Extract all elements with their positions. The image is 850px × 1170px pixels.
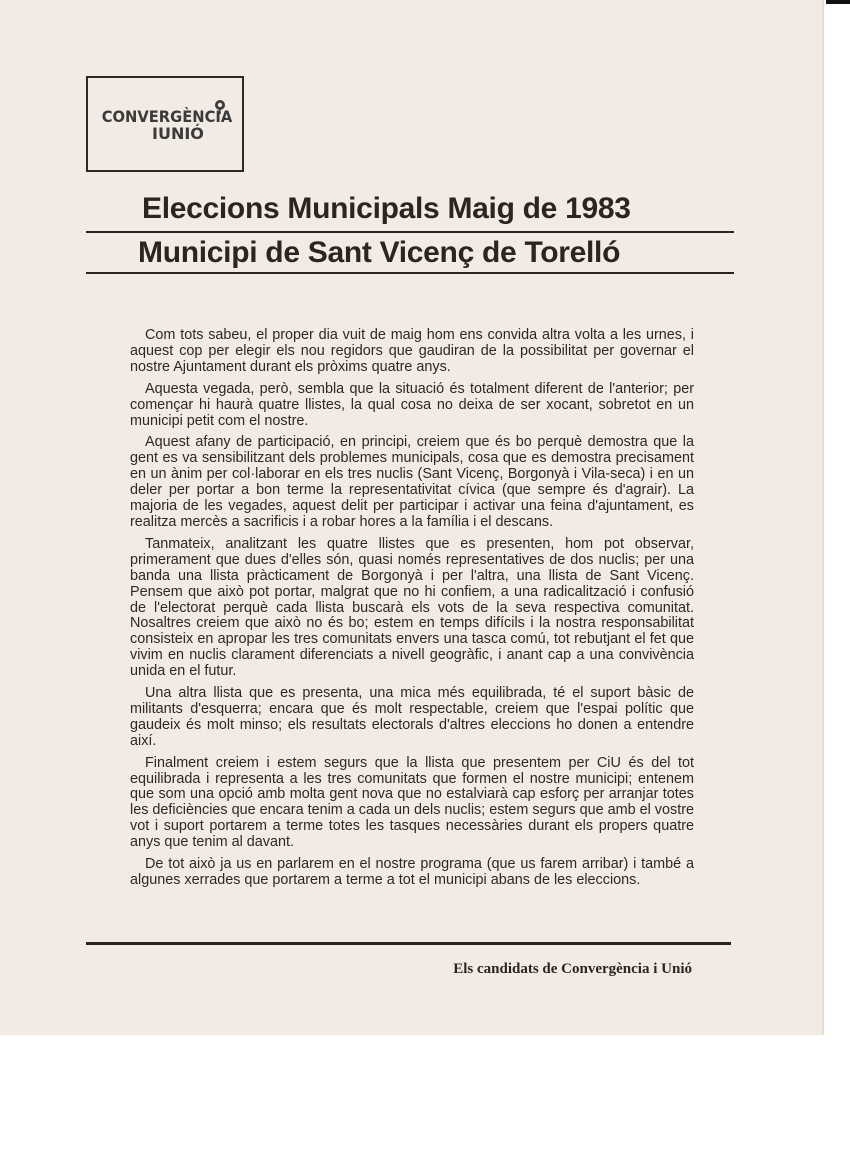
paragraph: Com tots sabeu, el proper dia vuit de maig hom ens convida altra volta a les urnes, i aquest cop per elegir els nou regidors que gaudiran de la possibilitat per governar el nostre Ajuntament durant els pròxims quatre anys. bbox=[130, 327, 694, 375]
paragraph: Una altra llista que es presenta, una mica més equilibrada, té el suport bàsic de militants d'esquerra; encara que és molt respectable, creiem que l'espai polític que gaudeix és molt minso; els resultats electorals d'altres eleccions ho donen a entendre així. bbox=[130, 685, 694, 749]
paragraph: Tanmateix, analitzant les quatre llistes que es presenten, hom pot observar, primerament que dues d'elles són, quasi només representatives de dos nuclis; per una banda una llista pràcticament de Borgonyà i per l'altra, una llista de Sant Vicenç. Pensem que això pot portar, malgrat que no hi confiem, a una radicalització i confusió de l'electorat perquè cada llista buscarà els vots de la seva respectiva comunitat. Nosaltres creiem que això no és bo; estem en temps difícils i la nostra responsabilitat consisteix en apropar les tres comunitats envers una tasca comú, tot rebutjant el fet que vivim en nuclis clarament diferenciats a nivell geogràfic, i anant cap a una convivència unida en el futur. bbox=[130, 535, 694, 680]
page-title: Eleccions Municipals Maig de 1983 bbox=[142, 192, 631, 225]
paragraph: Aquesta vegada, però, sembla que la situació és totalment diferent de l'anterior; per començar hi haurà quatre llistes, la qual cosa no deixa de ser xocant, sobretot en un municipi petit com el nostre. bbox=[130, 380, 694, 429]
party-logo bbox=[86, 76, 244, 172]
footer-divider bbox=[86, 942, 731, 945]
logo-line-1: CONVERGÈNCIA bbox=[101, 107, 233, 126]
paragraph: Finalment creiem i estem segurs que la llista que presentem per CiU és del tot equilibrada i representa a les tres comunitats que formen el nostre municipi; entenem que som una opció amb molta gent nova que no estalviarà cap esforç per arranjar totes les deficiències que encara tenim a cada un dels nuclis; estem segurs que amb el vostre vot i suport portarem a terme totes les tasques necessàries durant els propers quatre anys que tenim al davant. bbox=[130, 754, 694, 851]
paragraph: De tot això ja us en parlarem en el nostre programa (que us farem arribar) i també a algunes xerrades que portarem a terme a tot el municipi abans de les eleccions. bbox=[130, 856, 694, 888]
signature: Els candidats de Convergència i Unió bbox=[453, 961, 692, 977]
page-subtitle: Municipi de Sant Vicenç de Torelló bbox=[138, 236, 621, 269]
title-underline-1 bbox=[86, 231, 734, 233]
paragraph: Aquest afany de participació, en principi, creiem que és bo perquè demostra que la gent es va sensibilitzant dels problemes municipals, cosa que es demostra precisament en un ànim per col·laborar en els tres nuclis (Sant Vicenç, Borgonyà i Vila-seca) i en un deler per portar a bon terme la representativitat cívica (que sempre és d'agrair). La majoria de les vegades, aquest delit per participar i activar una feina d'ajuntament, es realitza mercès a sacrificis i a robar hores a la família i el descans. bbox=[130, 434, 694, 530]
scan-corner-mark bbox=[826, 0, 850, 4]
logo-line-2: IUNIÓ bbox=[152, 124, 204, 143]
scan-margin bbox=[824, 0, 850, 1170]
title-underline-2 bbox=[86, 272, 734, 274]
letter-body bbox=[130, 328, 694, 895]
